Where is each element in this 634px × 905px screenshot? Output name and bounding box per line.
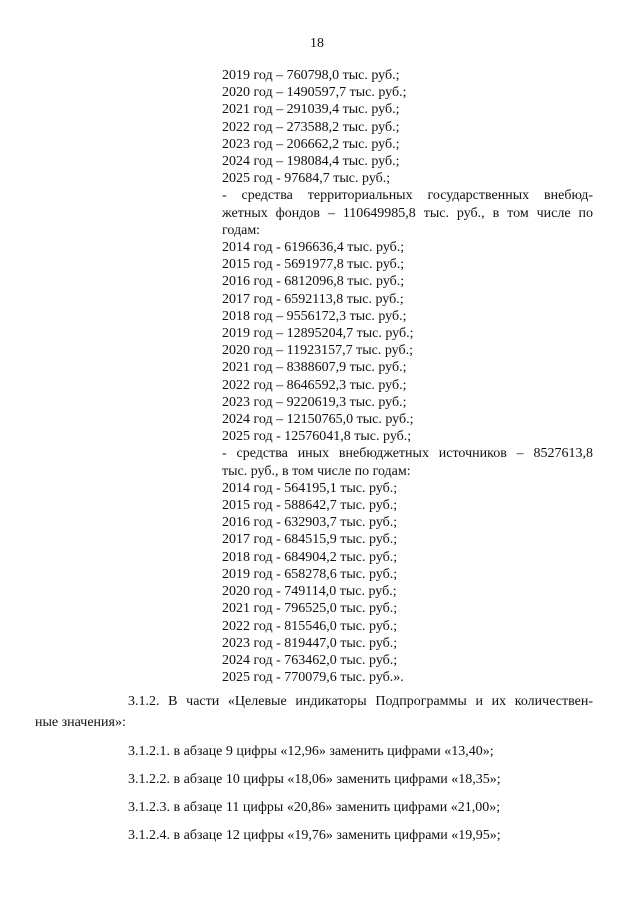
territorial-funds-intro-line-2: жетных фондов – 110649985,8 тыс. руб., в том числе по <box>222 205 593 221</box>
territorial-funds-years-list <box>222 239 593 445</box>
section-3-1-2-line-2: ные значения»: <box>35 715 126 730</box>
amendment-item: 3.1.2.4. в абзаце 12 цифры «19,76» заменить цифрами «19,95»; <box>128 828 501 843</box>
funding-year-line: 2016 год - 632903,7 тыс. руб.; <box>222 515 398 531</box>
other-sources-years-list <box>222 480 593 686</box>
territorial-funds-intro-line-1: - средства территориальных государственных внебюд- <box>222 188 593 204</box>
funding-year-line: 2021 год – 291039,4 тыс. руб.; <box>222 102 400 118</box>
funding-year-line: 2020 год – 11923157,7 тыс. руб.; <box>222 343 413 359</box>
funding-year-line: 2015 год - 588642,7 тыс. руб.; <box>222 498 398 514</box>
funding-year-line: 2025 год - 97684,7 тыс. руб.; <box>222 171 391 187</box>
funding-year-line: 2020 год – 1490597,7 тыс. руб.; <box>222 85 407 101</box>
funding-year-line: 2019 год - 658278,6 тыс. руб.; <box>222 566 398 582</box>
federal-funding-years-list <box>222 67 593 187</box>
funding-year-line: 2024 год – 12150765,0 тыс. руб.; <box>222 412 414 428</box>
section-3-1-2-line-1: 3.1.2. В части «Целевые индикаторы Подпрограммы и их количествен- <box>128 694 593 709</box>
funding-column <box>222 67 593 686</box>
other-sources-intro-line-1: - средства иных внебюджетных источников – 8527613,8 <box>222 446 593 462</box>
funding-year-line: 2023 год - 819447,0 тыс. руб.; <box>222 635 398 651</box>
funding-year-line: 2018 год - 684904,2 тыс. руб.; <box>222 549 398 565</box>
page-number: 18 <box>310 36 324 51</box>
other-sources-intro-line-2: тыс. руб., в том числе по годам: <box>222 463 411 479</box>
funding-year-line: 2019 год – 760798,0 тыс. руб.; <box>222 68 400 83</box>
funding-year-line: 2024 год – 198084,4 тыс. руб.; <box>222 154 400 170</box>
amendment-item: 3.1.2.2. в абзаце 10 цифры «18,06» заменить цифрами «18,35»; <box>128 772 501 787</box>
funding-year-line: 2025 год - 12576041,8 тыс. руб.; <box>222 429 412 445</box>
funding-year-line: 2023 год – 206662,2 тыс. руб.; <box>222 136 400 152</box>
amendment-item: 3.1.2.3. в абзаце 11 цифры «20,86» заменить цифрами «21,00»; <box>128 800 501 815</box>
amendment-item: 3.1.2.1. в абзаце 9 цифры «12,96» заменить цифрами «13,40»; <box>128 744 494 759</box>
funding-year-line: 2024 год - 763462,0 тыс. руб.; <box>222 652 398 668</box>
section-3-1-2-paragraph <box>35 691 593 733</box>
funding-year-line: 2023 год – 9220619,3 тыс. руб.; <box>222 394 407 410</box>
funding-year-line: 2015 год - 5691977,8 тыс. руб.; <box>222 257 405 273</box>
funding-year-line: 2020 год - 749114,0 тыс. руб.; <box>222 584 397 600</box>
funding-year-line: 2017 год - 684515,9 тыс. руб.; <box>222 532 398 548</box>
funding-year-line: 2019 год – 12895204,7 тыс. руб.; <box>222 326 414 342</box>
funding-year-line: 2014 год - 6196636,4 тыс. руб.; <box>222 240 405 256</box>
funding-year-line: 2018 год – 9556172,3 тыс. руб.; <box>222 308 407 324</box>
territorial-funds-intro-line-3: годам: <box>222 222 261 238</box>
funding-year-line: 2016 год - 6812096,8 тыс. руб.; <box>222 274 405 290</box>
funding-year-line: 2025 год - 770079,6 тыс. руб.». <box>222 670 404 686</box>
funding-year-line: 2021 год - 796525,0 тыс. руб.; <box>222 601 398 617</box>
funding-year-line: 2014 год - 564195,1 тыс. руб.; <box>222 480 398 496</box>
funding-year-line: 2021 год – 8388607,9 тыс. руб.; <box>222 360 407 376</box>
funding-year-line: 2022 год – 8646592,3 тыс. руб.; <box>222 377 407 393</box>
funding-year-line: 2022 год - 815546,0 тыс. руб.; <box>222 618 398 634</box>
funding-year-line: 2017 год - 6592113,8 тыс. руб.; <box>222 291 404 307</box>
funding-year-line: 2022 год – 273588,2 тыс. руб.; <box>222 119 400 135</box>
